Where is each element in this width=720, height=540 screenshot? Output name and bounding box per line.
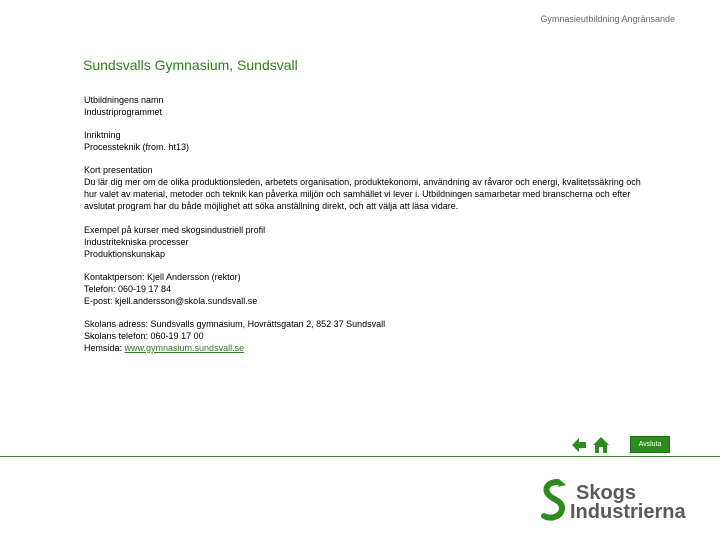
- program-value: Industriprogrammet: [84, 107, 163, 117]
- school-block: [84, 318, 644, 354]
- page-title: Sundsvalls Gymnasium, Sundsvall: [83, 57, 298, 73]
- content: [84, 94, 644, 365]
- school-address: Skolans adress: Sundsvalls gymnasium, Hovrättsgatan 2, 852 37 Sundsvall: [84, 319, 386, 329]
- skogsindustrierna-logo: [540, 476, 690, 524]
- direction-value: Processteknik (from. ht13): [84, 142, 190, 152]
- program-block: [84, 94, 644, 118]
- program-heading: Utbildningens namn: [84, 95, 164, 105]
- contact-block: [84, 271, 644, 307]
- presentation-block: [84, 164, 644, 212]
- direction-block: [84, 129, 644, 153]
- back-button[interactable]: [570, 436, 588, 454]
- courses-heading: Exempel på kurser med skogsindustriell profil: [84, 225, 266, 235]
- exit-button[interactable]: Avsluta: [630, 436, 670, 453]
- svg-text:Industrierna: Industrierna: [570, 501, 686, 523]
- home-icon: [592, 436, 610, 454]
- website-link[interactable]: www.gymnasium.sundsvall.se: [124, 343, 245, 353]
- school-phone: Skolans telefon: 060-19 17 00: [84, 331, 204, 341]
- website-label: Hemsida:: [84, 343, 123, 353]
- presentation-heading: Kort presentation: [84, 165, 153, 175]
- arrow-left-icon: [570, 436, 588, 454]
- contact-person: Kontaktperson: Kjell Andersson (rektor): [84, 272, 241, 282]
- courses-block: [84, 224, 644, 260]
- home-button[interactable]: [592, 436, 610, 454]
- contact-phone: Telefon: 060-19 17 84: [84, 284, 172, 294]
- divider: [0, 456, 720, 457]
- direction-heading: Inriktning: [84, 130, 121, 140]
- svg-text:Skogs: Skogs: [576, 482, 637, 504]
- course-item: Industritekniska processer: [84, 237, 189, 247]
- header-label: Gymnasieutbildning Angränsande: [540, 14, 675, 24]
- course-item: Produktionskunskap: [84, 249, 166, 259]
- contact-email: E-post: kjell.andersson@skola.sundsvall.se: [84, 296, 258, 306]
- presentation-body: Du lär dig mer om de olika produktionsleden, arbetets organisation, produktekonomi, användning av råvaror och energi, kvalitetssäkring och hur valet av material, metoder och teknik kan påverka miljön och samhället vi lever i. Utbildningen samarbetar med branscherna och efter avslutat program har du både möjlighet att söka anställning direkt, och att välja att läsa vidare.: [84, 177, 641, 211]
- school-website-line: [84, 342, 644, 354]
- navigation: [570, 436, 610, 454]
